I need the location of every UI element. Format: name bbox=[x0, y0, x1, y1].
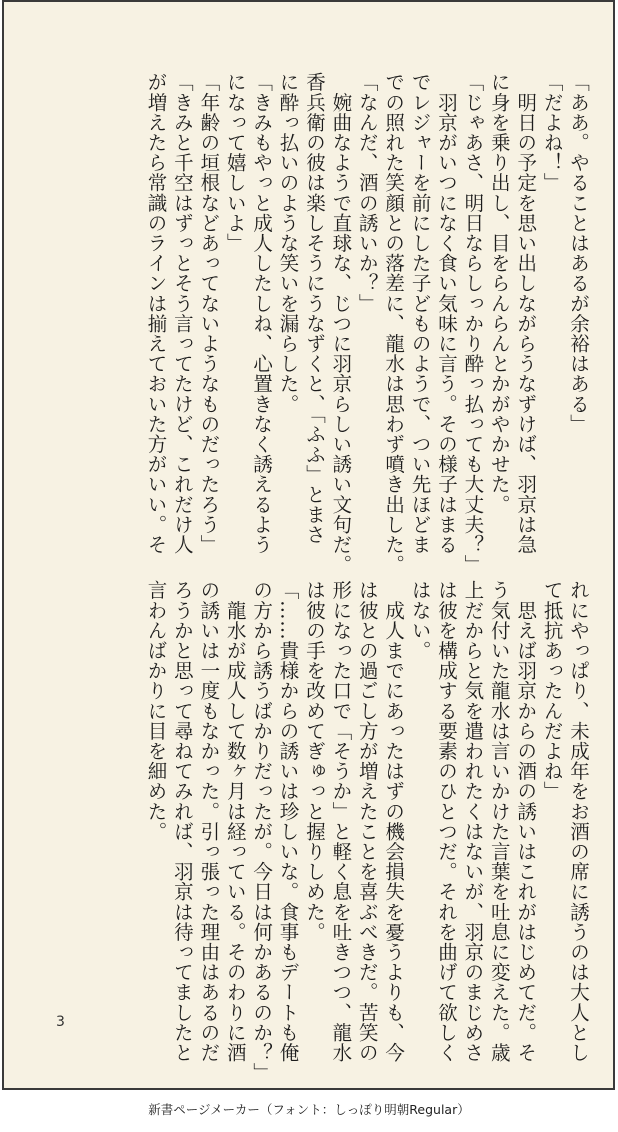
book-page bbox=[2, 0, 615, 1090]
page-number: 3 bbox=[56, 1014, 65, 1030]
lower-text-block: れにやっぱり、未成年をお酒の席に誘うのは大人とし て抵抗あったんだよね」 思えば羽京からの酒の誘いはこれがはじめてだ。そ う気付いた龍水は言いかけた言葉を吐息に変えた。歳 上だからと気を遣われたくはないが、羽京のまじめさ は彼を構成する要素のひとつだ。それを曲げて欲しく はない。 成人までにあったはずの機会損失を憂うよりも、今 は彼との過ごし方が増えたことを喜ぶべきだ。苦笑の 形になった口で「そうか」と軽く息を吐きつつ、龍水 は彼の手を改めてぎゅっと握りしめた。 「……貴様からの誘いは珍しいな。食事もデートも俺 の方から誘うばかりだったが。今日は何かあるのか？」 龍水が成人して数ヶ月は経っている。そのわりに酒 の誘いは一度もなかった。引っ張った理由はあるのだ ろうかと思って尋ねてみれば、羽京は待ってましたと 言わんばかりに目を細めた。 bbox=[144, 580, 590, 1083]
upper-text-block: 「ああ。やることはあるが余裕はある」 「だよね！」 明日の予定を思い出しながらうなずけば、羽京は急 に身を乗り出し、目をらんらんとかがやかせた。 「じゃあさ、明日ならしっかり酔っ払っても大丈夫？」 羽京がいつになく食い気味に言う。その様子はまる でレジャーを前にした子どものようで、つい先ほどま での照れた笑顔との落差に、龍水は思わず噴き出した。 「なんだ、酒の誘いか？」 婉曲なようで直球な、じつに羽京らしい誘い文句だ。 香兵衛の彼は楽しそうにうなずくと、「ふふ」とまさ に酔っ払いのような笑いを漏らした。 「きみもやっと成人したしね、心置きなく誘えるよう になって嬉しいよ」 「年齢の垣根などあってないようなものだったろう」 「きみと千空はずっとそう言ってたけど、これだけ人 が増えたら常識のラインは揃えておいた方がいい。そ bbox=[144, 72, 590, 575]
footer-caption: 新書ページメーカー（フォント：しっぽり明朝Regular） bbox=[148, 1102, 470, 1117]
